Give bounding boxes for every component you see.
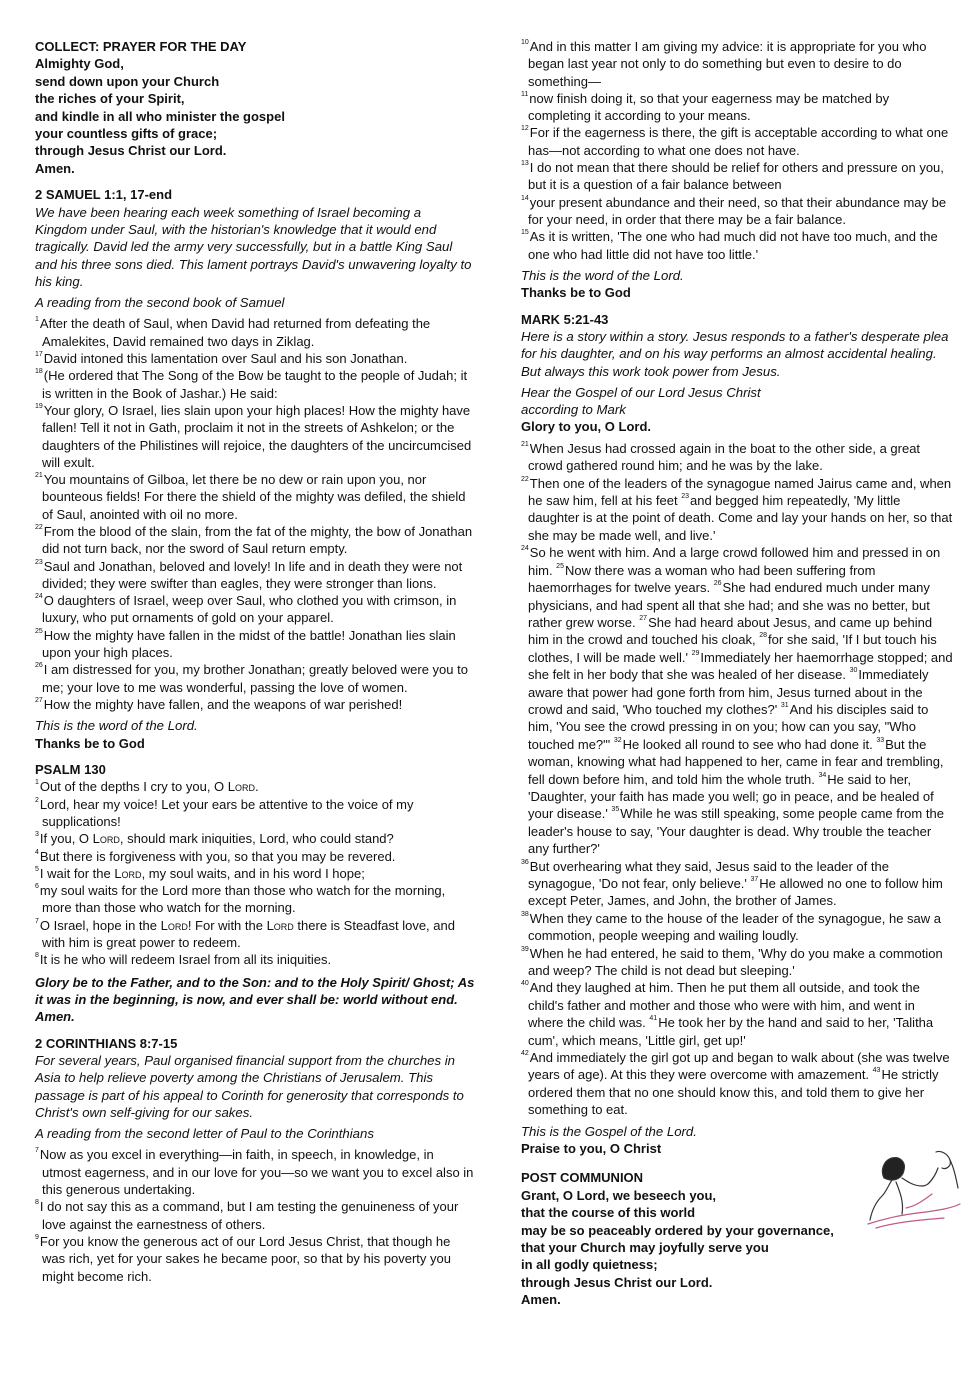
verse-number: 8	[35, 1199, 39, 1207]
verse	[35, 558, 475, 593]
mark-announce-response: Glory to you, O Lord.	[521, 419, 651, 435]
verse-number: 11	[521, 90, 529, 98]
verse-text: I do not mean that there should be relief for others and pressure on you, but it is a question of a fair balance between	[528, 160, 944, 193]
verse-text: Your glory, O Israel, lies slain upon your high places! How the mighty have fallen! Tell it not in Gath, proclaim it not in the streets of Ashkelon; or the daughters of the Philistines will rejoice, the daughters of the uncircumcised will exult.	[42, 402, 472, 470]
small-caps-lord: Lord	[92, 831, 120, 847]
verse-number: 21	[521, 440, 529, 448]
verse	[35, 1198, 475, 1233]
samuel-section	[35, 186, 475, 752]
mark-announce-line: Hear the Gospel of our Lord Jesus Christ	[521, 384, 761, 400]
collect-line: send down upon your Church	[35, 73, 220, 89]
post-communion-line: in all godly quietness;	[521, 1257, 658, 1273]
verse	[35, 402, 475, 471]
mark-intro: Here is a story within a story. Jesus responds to a father's desperate plea for his daughter, and on his way performs an almost accidental healing. But always this work took power from Jesus.	[521, 328, 949, 379]
verse-text: And immediately the girl got up and began to walk about (she was twelve years of age). At this they were overcome with amazement.	[528, 1050, 950, 1083]
verse	[521, 124, 953, 159]
post-communion-line: through Jesus Christ our Lord.	[521, 1274, 713, 1290]
verse	[521, 38, 953, 90]
verse	[521, 228, 953, 263]
mark-paragraphs	[521, 440, 953, 1119]
verse-number: 23	[35, 558, 43, 566]
verse	[35, 471, 475, 523]
collect-line: Almighty God,	[35, 56, 124, 72]
verse-text: While he was still speaking, some people came from the leader's house to say, 'Your daughter is dead. Why trouble the teacher any further?'	[528, 806, 944, 857]
corinthians-closing: This is the word of the Lord.	[521, 267, 684, 283]
collect-prayer	[35, 55, 475, 177]
psalm-gloria: Glory be to the Father, and to the Son: and to the Holy Spirit/ Ghost; As it was in the beginning, is now, and ever shall be: world without end. Amen.	[35, 974, 475, 1025]
collect-line: through Jesus Christ our Lord.	[35, 143, 227, 159]
psalm-heading: PSALM 130	[35, 761, 106, 777]
verse-number: 22	[521, 475, 529, 483]
collect-section	[35, 38, 475, 177]
mark-announce-line: according to Mark	[521, 402, 626, 418]
verse-text: He said to her, 'Daughter, your faith has made you well; go in peace, and be healed of your disease.'	[528, 771, 934, 822]
verse-number: 5	[35, 865, 39, 873]
verse-number: 25	[556, 562, 564, 570]
psalm-verse	[35, 865, 475, 882]
samuel-verses	[35, 315, 475, 713]
verse-text: I do not say this as a command, but I am testing the genuineness of your love against the earnestness of others.	[39, 1199, 459, 1232]
verse-text: Out of the depths I cry to you, O	[39, 779, 228, 795]
collect-line: your countless gifts of grace;	[35, 126, 218, 142]
verse-number: 43	[872, 1067, 881, 1075]
verse-text: How the mighty have fallen, and the weapons of war perished!	[43, 696, 403, 712]
verse-number: 12	[521, 125, 529, 133]
verse-text: From the blood of the slain, from the fat of the mighty, the bow of Jonathan did not turn back, nor the sword of Saul return empty.	[42, 524, 473, 557]
verse-number: 19	[35, 402, 43, 410]
verse-number: 6	[35, 883, 39, 891]
verse-text: Now there was a woman who had been suffering from haemorrhages for twelve years.	[528, 562, 876, 596]
verse-number: 35	[611, 806, 620, 814]
psalm-verse	[35, 848, 475, 865]
post-communion-line: that your Church may joyfully serve you	[521, 1240, 769, 1256]
verse-number: 15	[521, 229, 529, 237]
verse-text: Saul and Jonathan, beloved and lovely! In life and in death they were not divided; they were swifter than eagles, they were stronger than lions.	[42, 558, 463, 591]
verse	[521, 194, 953, 229]
mark-announce	[521, 384, 953, 419]
verse-text: my soul waits for the Lord more than those who watch for the morning, more than those who watch for the morning.	[39, 883, 446, 916]
verse	[35, 523, 475, 558]
psalm-section	[35, 761, 475, 1026]
psalm-verse	[35, 882, 475, 917]
verse-number: 9	[35, 1233, 39, 1241]
gospel-paragraph	[521, 440, 953, 475]
verse-text: When he had entered, he said to them, 'Why do you make a commotion and weep? The child is not dead but sleeping.'	[528, 945, 943, 979]
verse	[521, 159, 953, 194]
verse-text: now finish doing it, so that your eagerness may be matched by completing it according to your means.	[528, 90, 890, 124]
verse-text: David intoned this lamentation over Saul and his son Jonathan.	[43, 351, 408, 367]
verse-number: 28	[759, 632, 768, 640]
verse-text: ! For with the	[187, 917, 267, 933]
verse-text: He took her by the hand and said to her, 'Talitha cum', which means, 'Little girl, get up!'	[528, 1015, 934, 1048]
verse-text: Lord, hear my voice! Let your ears be attentive to the voice of my supplications!	[39, 796, 414, 829]
girl-rising-icon	[866, 1148, 962, 1230]
small-caps-lord: Lord	[227, 779, 256, 795]
mark-section	[521, 311, 953, 1158]
verse-number: 30	[849, 667, 858, 675]
verse	[521, 90, 953, 125]
verse-text: As it is written, 'The one who had much did not have too much, and the one who had little did not have too little.'	[528, 229, 938, 262]
gospel-paragraph	[521, 475, 953, 545]
verse-text: He looked all round to see who had done it.	[622, 736, 877, 752]
collect-heading: COLLECT: PRAYER FOR THE DAY	[35, 39, 247, 54]
verse-number: 3	[35, 831, 39, 839]
verse	[35, 315, 475, 350]
verse-text: She had heard about Jesus, and came up behind him in the crowd and touched his cloak,	[528, 614, 933, 648]
verse-number: 34	[818, 771, 827, 779]
right-column	[521, 38, 953, 1309]
verse-text: , should mark iniquities, Lord, who could stand?	[119, 831, 394, 847]
verse-number: 27	[35, 696, 43, 704]
verse-number: 14	[521, 194, 529, 202]
psalm-verse	[35, 830, 475, 847]
verse-number: 26	[35, 662, 43, 670]
verse-number: 38	[521, 910, 529, 918]
post-communion-line: Grant, O Lord, we beseech you,	[521, 1187, 717, 1203]
verse-number: 18	[35, 368, 43, 376]
verse-text: He allowed no one to follow him except Peter, James, and John, the brother of James.	[528, 876, 943, 909]
verse-text: So he went with him. And a large crowd followed him and pressed in on him.	[528, 545, 941, 578]
verse-text: But there is forgiveness with you, so that you may be revered.	[39, 848, 396, 864]
verse-number: 31	[780, 701, 789, 709]
verse-number: 42	[521, 1050, 529, 1058]
verse-text: Immediately aware that power had gone forth from him, Jesus turned about in the crowd and said, 'Who touched my clothes?'	[528, 667, 929, 717]
verse-number: 36	[521, 858, 529, 866]
verse-number: 17	[35, 351, 43, 359]
verse-number: 7	[35, 917, 39, 925]
verse-number: 25	[35, 627, 43, 635]
verse-text: and begged him repeatedly, 'My little daughter is at the point of death. Come and lay your hands on her, so that she may be made well, and live.'	[528, 493, 953, 543]
verse-text: And his disciples said to him, 'You see the crowd pressing in on you; how can you say, "Who touched me?"'	[528, 701, 929, 752]
collect-line: the riches of your Spirit,	[35, 91, 185, 107]
verse-number: 1	[35, 316, 39, 324]
small-caps-lord: Lord	[266, 917, 294, 933]
gospel-paragraph	[521, 1049, 953, 1119]
mark-heading: MARK 5:21-43	[521, 311, 609, 327]
verse-number: 41	[649, 1015, 658, 1023]
small-caps-lord: Lord	[160, 917, 188, 933]
verse-number: 1	[35, 779, 39, 787]
gospel-paragraph	[521, 979, 953, 1049]
verse-number: 10	[521, 39, 529, 46]
samuel-response: Thanks be to God	[35, 735, 145, 751]
small-caps-lord: Lord	[114, 865, 142, 881]
mark-closing: This is the Gospel of the Lord.	[521, 1123, 697, 1139]
verse-text: When Jesus had crossed again in the boat to the other side, a great crowd gathered round him; and he was by the lake.	[528, 440, 921, 474]
verse-number: 4	[35, 848, 39, 856]
verse	[35, 350, 475, 367]
verse-number: 7	[35, 1147, 39, 1155]
collect-line: Amen.	[35, 160, 75, 176]
samuel-intro: We have been hearing each week something of Israel becoming a Kingdom under Saul, with the historian's knowledge that it would end tragically. David led the army very successfully, but in a battle King Saul and his three sons died. This lament portrays David's unwavering loyalty to his king.	[35, 204, 472, 289]
verse-text: But the woman, knowing what had happened to her, came in fear and trembling, fell down before him, and told him the whole truth.	[528, 736, 944, 787]
verse-text: After the death of Saul, when David had returned from defeating the Amalekites, David remained two days in Ziklag.	[39, 316, 431, 349]
verse	[35, 592, 475, 627]
verse	[35, 1146, 475, 1198]
gospel-paragraph	[521, 945, 953, 980]
samuel-announce: A reading from the second book of Samuel	[35, 295, 285, 311]
verse-text: But overhearing what they said, Jesus said to the leader of the synagogue, 'Do not fear, only believe.'	[528, 858, 889, 892]
psalm-verse	[35, 778, 475, 795]
verse-number: 22	[35, 524, 43, 531]
corinthians-heading: 2 CORINTHIANS 8:7-15	[35, 1035, 178, 1051]
corinthians-verses-right	[521, 38, 953, 263]
gospel-paragraph	[521, 910, 953, 945]
psalm-verse	[35, 796, 475, 831]
verse-text: She had endured much under many physicians, and had spent all that she had; and she was no better, but rather grew worse.	[528, 580, 930, 630]
verse-text: your present abundance and their need, so that their abundance may be for your need, in order that there may be a fair balance.	[528, 194, 947, 227]
verse-text: Immediately her haemorrhage stopped; and she felt in her body that she was healed of her disease.	[528, 649, 953, 683]
verse-text: When they came to the house of the leader of the synagogue, he saw a commotion, people weeping and wailing loudly.	[528, 910, 942, 944]
verse-text: Then one of the leaders of the synagogue named Jairus came and, when he saw him, fell at his feet	[528, 475, 952, 509]
left-column	[35, 38, 475, 1285]
verse	[35, 627, 475, 662]
verse-number: 27	[639, 614, 648, 622]
verse-number: 40	[521, 980, 529, 988]
collect-line: and kindle in all who minister the gospel	[35, 108, 285, 124]
post-communion-line: that the course of this world	[521, 1205, 696, 1221]
verse-text: For if the eagerness is there, the gift is acceptable according to what one has—not according to what one does not have.	[528, 125, 949, 158]
verse-text: (He ordered that The Song of the Bow be taught to the people of Judah; it is written in the Book of Jashar.) He said:	[42, 368, 468, 401]
verse	[35, 367, 475, 402]
psalm-verse	[35, 951, 475, 968]
verse	[35, 1233, 475, 1285]
verse-text: For you know the generous act of our Lord Jesus Christ, that though he was rich, yet for your sakes he became poor, so that by his poverty you might become rich.	[39, 1233, 451, 1284]
verse-text: Now as you excel in everything—in faith, in speech, in knowledge, in utmost eagerness, and in our love for you—so we want you to excel also in this generous undertaking.	[39, 1147, 474, 1198]
verse-number: 21	[35, 472, 43, 480]
verse-text: I wait for the	[39, 865, 115, 881]
verse-number: 26	[713, 580, 722, 588]
verse-text: He strictly ordered them that no one should know this, and told them to give her something to eat.	[528, 1067, 939, 1118]
corinthians-continued	[521, 38, 953, 302]
corinthians-response: Thanks be to God	[521, 285, 631, 301]
psalm-verses	[35, 778, 475, 968]
verse-text: You mountains of Gilboa, let there be no dew or rain upon you, nor bounteous fields! For there the shield of the mighty was defiled, the shield of Saul, anointed with oil no more.	[42, 472, 466, 522]
verse-text: there is Steadfast love, and with him is great power to redeem.	[42, 917, 455, 951]
corinthians-announce: A reading from the second letter of Paul to the Corinthians	[35, 1126, 374, 1142]
corinthians-intro: For several years, Paul organised financial support from the churches in Asia to help relieve poverty among the Christians of Jerusalem. This passage is part of his appeal to Corinth for generosity that corresponds to Christ's own self-giving for our sakes.	[35, 1052, 464, 1120]
post-communion-line: may be so peaceably ordered by your governance,	[521, 1222, 834, 1238]
samuel-closing: This is the word of the Lord.	[35, 718, 198, 734]
verse-text: .	[255, 779, 259, 795]
verse-number: 29	[691, 649, 700, 657]
verse-number: 24	[35, 593, 43, 601]
post-communion-heading: POST COMMUNION	[521, 1170, 644, 1186]
psalm-verse	[35, 917, 475, 952]
verse-text: for she said, 'If I but touch his clothes, I will be made well.'	[528, 632, 937, 665]
girl-rising-drawing	[868, 1151, 960, 1228]
verse-text: , my soul waits, and in his word I hope;	[141, 865, 365, 881]
verse	[35, 661, 475, 696]
verse-text: And they laughed at him. Then he put them all outside, and took the child's father and mother and those who were with him, and went in where the child was.	[528, 980, 920, 1031]
verse-number: 24	[521, 545, 529, 553]
verse-text: And in this matter I am giving my advice: it is appropriate for you who began last year not only to do something but even to desire to do something—	[528, 39, 927, 89]
verse-text: How the mighty have fallen in the midst of the battle! Jonathan lies slain upon your high places.	[42, 627, 456, 661]
verse-text: I am distressed for you, my brother Jonathan; greatly beloved were you to me; your love to me was wonderful, passing the love of women.	[42, 662, 468, 695]
verse-number: 32	[613, 736, 622, 744]
samuel-heading: 2 SAMUEL 1:1, 17-end	[35, 187, 173, 203]
corinthians-section	[35, 1035, 475, 1285]
verse-text: O daughters of Israel, weep over Saul, who clothed you with crimson, in luxury, who put ornaments of gold on your apparel.	[42, 593, 457, 626]
verse-text: It is he who will redeem Israel from all its iniquities.	[39, 952, 332, 968]
verse-number: 33	[876, 736, 885, 744]
verse-number: 23	[681, 493, 689, 501]
gospel-paragraph	[521, 544, 953, 857]
verse-number: 2	[35, 796, 39, 804]
verse-number: 13	[521, 160, 529, 168]
gospel-paragraph	[521, 858, 953, 910]
verse-text: If you, O	[39, 831, 93, 847]
mark-response: Praise to you, O Christ	[521, 1141, 662, 1156]
verse-number: 8	[35, 952, 39, 960]
corinthians-verses-left	[35, 1146, 475, 1284]
verse-number: 37	[750, 876, 759, 884]
verse-number: 39	[521, 945, 529, 953]
verse	[35, 696, 475, 713]
post-communion-line: Amen.	[521, 1292, 561, 1308]
verse-text: O Israel, hope in the	[39, 917, 161, 933]
